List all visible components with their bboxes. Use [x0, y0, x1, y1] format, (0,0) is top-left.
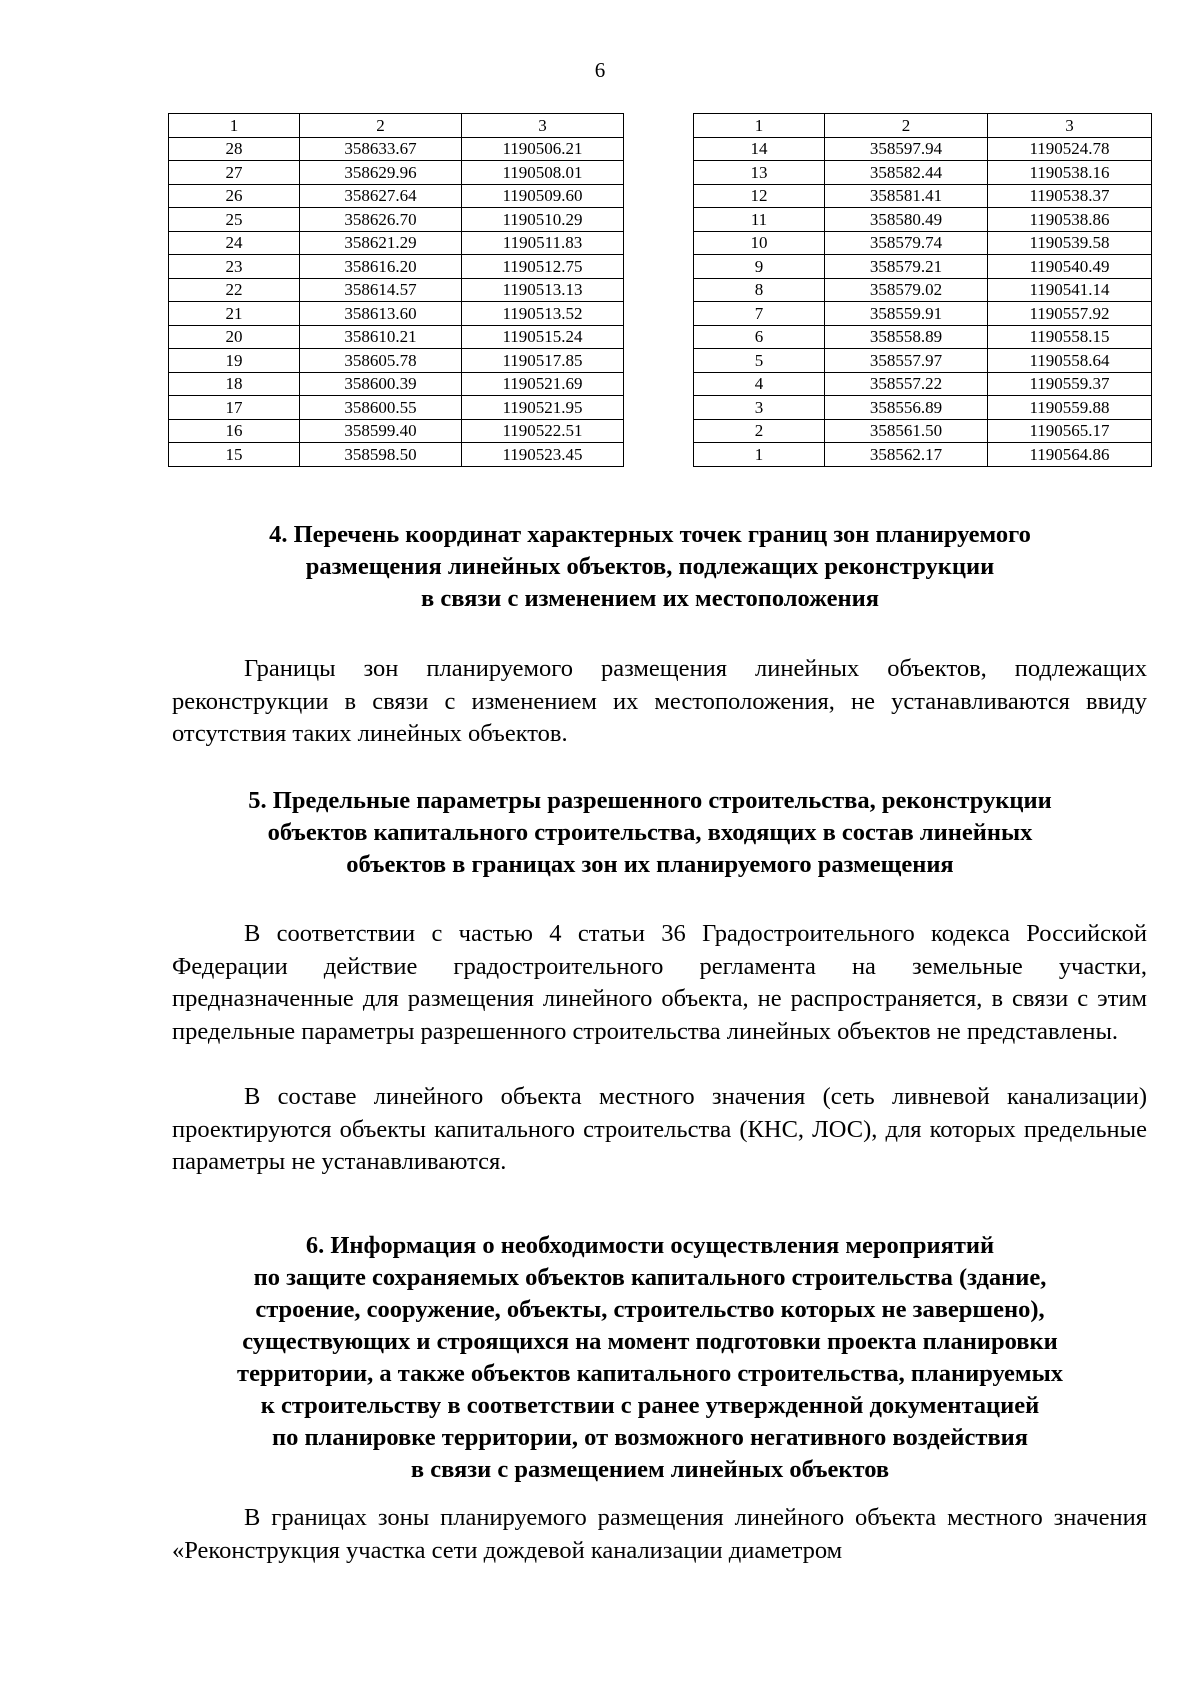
point-number-cell: 26 — [169, 184, 300, 208]
y-coordinate-cell: 1190541.14 — [988, 278, 1152, 302]
x-coordinate-cell: 358629.96 — [300, 161, 462, 185]
x-coordinate-cell: 358605.78 — [300, 349, 462, 373]
x-coordinate-cell: 358627.64 — [300, 184, 462, 208]
heading-line: объектов капитального строительства, входящих в состав линейных — [267, 819, 1033, 846]
point-number-cell: 23 — [169, 255, 300, 279]
table-row — [169, 443, 624, 467]
table-row — [169, 208, 624, 232]
point-number-cell: 13 — [694, 161, 825, 185]
table-row — [694, 443, 1152, 467]
coordinates-table-left — [168, 113, 624, 467]
x-coordinate-cell: 358600.39 — [300, 372, 462, 396]
point-number-cell: 10 — [694, 231, 825, 255]
x-coordinate-cell: 358562.17 — [825, 443, 988, 467]
table-row — [694, 302, 1152, 326]
y-coordinate-cell: 1190558.64 — [988, 349, 1152, 373]
point-number-cell: 24 — [169, 231, 300, 255]
table-row — [694, 419, 1152, 443]
point-number-cell: 16 — [169, 419, 300, 443]
y-coordinate-cell: 1190539.58 — [988, 231, 1152, 255]
y-coordinate-cell: 1190513.52 — [462, 302, 624, 326]
table-row — [169, 161, 624, 185]
table-row — [169, 137, 624, 161]
x-coordinate-cell: 358579.74 — [825, 231, 988, 255]
section-4-heading — [150, 519, 1150, 615]
heading-line: по планировке территории, от возможного негативного воздействия — [271, 1424, 1029, 1451]
x-coordinate-cell: 358579.02 — [825, 278, 988, 302]
point-number-cell: 15 — [169, 443, 300, 467]
x-coordinate-cell: 358610.21 — [300, 325, 462, 349]
x-coordinate-cell: 358614.57 — [300, 278, 462, 302]
point-number-cell: 17 — [169, 396, 300, 420]
table-row — [169, 349, 624, 373]
x-coordinate-cell: 358616.20 — [300, 255, 462, 279]
point-number-cell: 21 — [169, 302, 300, 326]
point-number-cell: 12 — [694, 184, 825, 208]
y-coordinate-cell: 1190523.45 — [462, 443, 624, 467]
x-coordinate-cell: 358597.94 — [825, 137, 988, 161]
y-coordinate-cell: 1190521.69 — [462, 372, 624, 396]
section-6-heading — [150, 1230, 1150, 1486]
y-coordinate-cell: 1190510.29 — [462, 208, 624, 232]
x-coordinate-cell: 358561.50 — [825, 419, 988, 443]
coordinates-table-right — [693, 113, 1152, 467]
table-row — [169, 396, 624, 420]
section-4-paragraph: Границы зон планируемого размещения линейных объектов, подлежащих реконструкции в связи с изменением их местоположения, не устанавливаются ввиду отсутствия таких линейных объектов. — [172, 655, 1147, 747]
x-coordinate-cell: 358626.70 — [300, 208, 462, 232]
y-coordinate-cell: 1190538.86 — [988, 208, 1152, 232]
table-row — [169, 302, 624, 326]
table-row — [694, 161, 1152, 185]
heading-line: строение, сооружение, объекты, строительство которых не завершено), — [255, 1296, 1045, 1323]
y-coordinate-cell: 1190558.15 — [988, 325, 1152, 349]
point-number-cell: 20 — [169, 325, 300, 349]
point-number-cell: 6 — [694, 325, 825, 349]
y-coordinate-cell: 1190522.51 — [462, 419, 624, 443]
point-number-cell: 1 — [694, 114, 825, 138]
table-header-row — [694, 114, 1152, 138]
y-coordinate-cell: 1190521.95 — [462, 396, 624, 420]
y-coordinate-cell: 1190513.13 — [462, 278, 624, 302]
heading-line: 4. Перечень координат характерных точек границ зон планируемого — [269, 521, 1031, 548]
x-coordinate-cell: 2 — [825, 114, 988, 138]
x-coordinate-cell: 358613.60 — [300, 302, 462, 326]
point-number-cell: 14 — [694, 137, 825, 161]
table-row — [694, 396, 1152, 420]
section-5-paragraph-1: В соответствии с частью 4 статьи 36 Градостроительного кодекса Российской Федерации действие градостроительного регламента на земельные участки, предназначенные для размещения линейного объекта, не распространяется, в связи с этим предельные параметры разрешенного строительства линейных объектов не представлены. — [172, 920, 1147, 1045]
point-number-cell: 8 — [694, 278, 825, 302]
heading-line: в связи с размещением линейных объектов — [410, 1456, 890, 1483]
x-coordinate-cell: 358600.55 — [300, 396, 462, 420]
y-coordinate-cell: 1190509.60 — [462, 184, 624, 208]
x-coordinate-cell: 358556.89 — [825, 396, 988, 420]
y-coordinate-cell: 3 — [988, 114, 1152, 138]
point-number-cell: 25 — [169, 208, 300, 232]
heading-line: объектов в границах зон их планируемого размещения — [346, 851, 954, 878]
point-number-cell: 7 — [694, 302, 825, 326]
y-coordinate-cell: 1190524.78 — [988, 137, 1152, 161]
section-5-paragraph-2: В составе линейного объекта местного значения (сеть ливневой канализации) проектируются объекты капитального строительства (КНС, ЛОС), для которых предельные параметры не устанавливаются. — [172, 1083, 1147, 1175]
table-row — [694, 325, 1152, 349]
x-coordinate-cell: 358557.97 — [825, 349, 988, 373]
y-coordinate-cell: 1190540.49 — [988, 255, 1152, 279]
heading-line: 6. Информация о необходимости осуществления мероприятий — [305, 1232, 995, 1259]
table-row — [694, 208, 1152, 232]
y-coordinate-cell: 1190506.21 — [462, 137, 624, 161]
table-row — [169, 184, 624, 208]
table-row — [694, 349, 1152, 373]
point-number-cell: 28 — [169, 137, 300, 161]
table-row — [169, 278, 624, 302]
y-coordinate-cell: 1190538.37 — [988, 184, 1152, 208]
point-number-cell: 2 — [694, 419, 825, 443]
y-coordinate-cell: 1190557.92 — [988, 302, 1152, 326]
y-coordinate-cell: 1190515.24 — [462, 325, 624, 349]
heading-line: существующих и строящихся на момент подготовки проекта планировки — [242, 1328, 1058, 1355]
point-number-cell: 1 — [169, 114, 300, 138]
y-coordinate-cell: 1190508.01 — [462, 161, 624, 185]
y-coordinate-cell: 1190538.16 — [988, 161, 1152, 185]
point-number-cell: 11 — [694, 208, 825, 232]
x-coordinate-cell: 358580.49 — [825, 208, 988, 232]
point-number-cell: 19 — [169, 349, 300, 373]
table-row — [169, 255, 624, 279]
y-coordinate-cell: 1190511.83 — [462, 231, 624, 255]
heading-line: размещения линейных объектов, подлежащих реконструкции — [305, 553, 995, 580]
table-row — [694, 231, 1152, 255]
y-coordinate-cell: 1190559.37 — [988, 372, 1152, 396]
x-coordinate-cell: 358581.41 — [825, 184, 988, 208]
point-number-cell: 5 — [694, 349, 825, 373]
point-number-cell: 9 — [694, 255, 825, 279]
point-number-cell: 1 — [694, 443, 825, 467]
point-number-cell: 4 — [694, 372, 825, 396]
table-row — [694, 278, 1152, 302]
x-coordinate-cell: 358633.67 — [300, 137, 462, 161]
section-5-heading — [150, 785, 1150, 881]
y-coordinate-cell: 1190564.86 — [988, 443, 1152, 467]
y-coordinate-cell: 1190559.88 — [988, 396, 1152, 420]
heading-line: по защите сохраняемых объектов капитального строительства (здание, — [253, 1264, 1047, 1291]
heading-line: 5. Предельные параметры разрешенного строительства, реконструкции — [248, 787, 1052, 814]
table-row — [169, 325, 624, 349]
point-number-cell: 27 — [169, 161, 300, 185]
heading-line: территории, а также объектов капитального строительства, планируемых — [237, 1360, 1063, 1387]
table-row — [694, 184, 1152, 208]
point-number-cell: 18 — [169, 372, 300, 396]
y-coordinate-cell: 1190565.17 — [988, 419, 1152, 443]
y-coordinate-cell: 1190517.85 — [462, 349, 624, 373]
x-coordinate-cell: 358598.50 — [300, 443, 462, 467]
table-header-row — [169, 114, 624, 138]
x-coordinate-cell: 358557.22 — [825, 372, 988, 396]
heading-line: к строительству в соответствии с ранее утвержденной документацией — [260, 1392, 1040, 1419]
x-coordinate-cell: 358559.91 — [825, 302, 988, 326]
x-coordinate-cell: 358599.40 — [300, 419, 462, 443]
x-coordinate-cell: 2 — [300, 114, 462, 138]
x-coordinate-cell: 358558.89 — [825, 325, 988, 349]
heading-line: в связи с изменением их местоположения — [421, 585, 879, 612]
y-coordinate-cell: 1190512.75 — [462, 255, 624, 279]
table-row — [694, 137, 1152, 161]
table-row — [169, 231, 624, 255]
table-row — [169, 419, 624, 443]
page-number: 6 — [594, 58, 606, 82]
x-coordinate-cell: 358621.29 — [300, 231, 462, 255]
point-number-cell: 22 — [169, 278, 300, 302]
section-6-paragraph: В границах зоны планируемого размещения линейного объекта местного значения «Реконструкция участка сети дождевой канализации диаметром — [172, 1504, 1147, 1564]
x-coordinate-cell: 358582.44 — [825, 161, 988, 185]
x-coordinate-cell: 358579.21 — [825, 255, 988, 279]
table-row — [694, 255, 1152, 279]
table-row — [694, 372, 1152, 396]
table-row — [169, 372, 624, 396]
y-coordinate-cell: 3 — [462, 114, 624, 138]
point-number-cell: 3 — [694, 396, 825, 420]
